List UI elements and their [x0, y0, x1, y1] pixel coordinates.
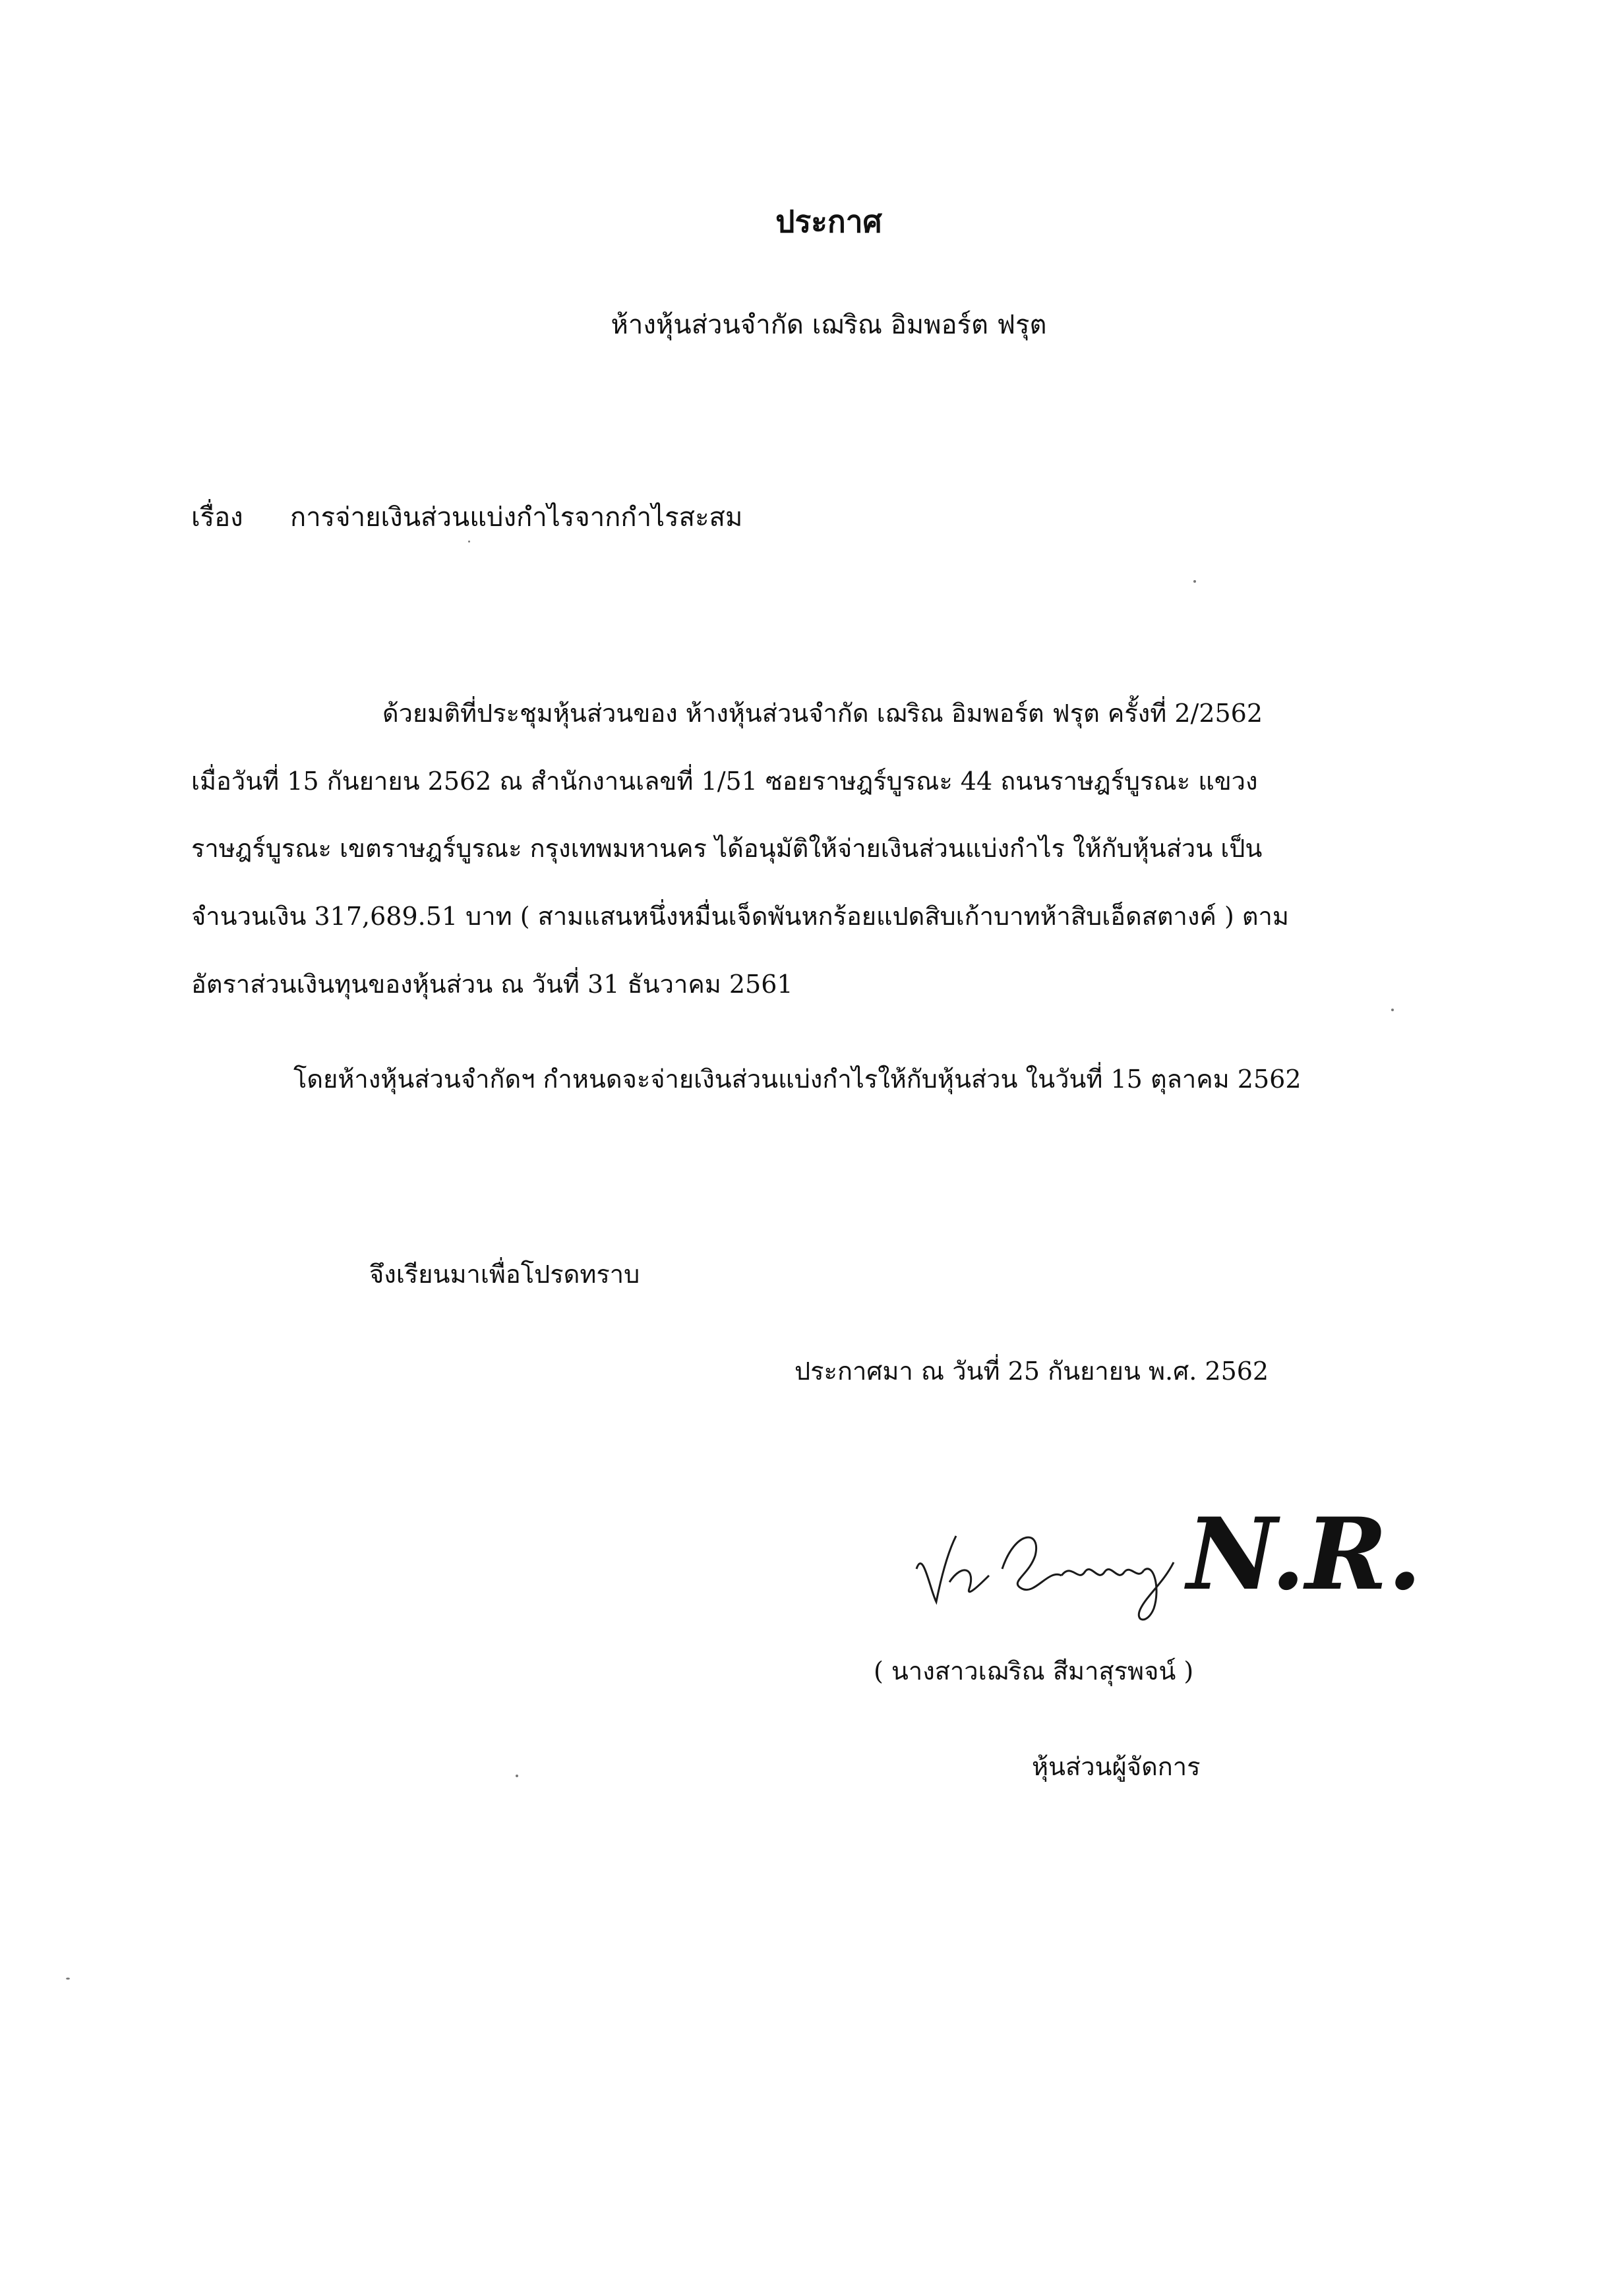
body-line-3: ราษฎร์บูรณะ เขตราษฎร์บูรณะ กรุงเทพมหานคร ได้อนุมัติให้จ่ายเงินส่วนแบ่งกำไร ให้กับหุ้นส่วน เป็น	[191, 834, 1263, 863]
subject-text: การจ่ายเงินส่วนแบ่งกำไรจากกำไรสะสม	[290, 502, 743, 533]
closing-line: จึงเรียนมาเพื่อโปรดทราบ	[369, 1260, 640, 1289]
body-line-1: ด้วยมติที่ประชุมหุ้นส่วนของ ห้างหุ้นส่วนจำกัด เฌริณ อิมพอร์ต ฟรุต ครั้งที่ 2/2562	[382, 699, 1263, 728]
body-line-5: อัตราส่วนเงินทุนของหุ้นส่วน ณ วันที่ 31 ธันวาคม 2561	[191, 970, 793, 999]
body-line-2: เมื่อวันที่ 15 กันยายน 2562 ณ สำนักงานเลขที่ 1/51 ซอยราษฎร์บูรณะ 44 ถนนราษฎร์บูรณะ แขวง	[191, 767, 1258, 796]
announce-date: ประกาศมา ณ วันที่ 25 กันยายน พ.ศ. 2562	[794, 1357, 1269, 1386]
signature-stroke	[1062, 1570, 1144, 1575]
signature-stroke	[1002, 1537, 1062, 1589]
signature-stroke	[916, 1536, 956, 1602]
scan-speck	[66, 1978, 70, 1980]
signer-name: ( นางสาวเฌริณ สีมาสุรพจน์ )	[874, 1657, 1194, 1686]
subject-label: เรื่อง	[191, 502, 243, 533]
signature-stroke	[949, 1570, 989, 1592]
signature-initials: N.R.	[1187, 1496, 1422, 1612]
signature-image	[903, 1490, 1457, 1635]
body-line-4: จำนวนเงิน 317,689.51 บาท ( สามแสนหนึ่งหมื่นเจ็ดพันหกร้อยแปดสิบเก้าบาทห้าสิบเอ็ดสตางค์ ) ตาม	[191, 902, 1289, 931]
signer-title: หุ้นส่วนผู้จัดการ	[1032, 1752, 1201, 1781]
document-title: ประกาศ	[775, 204, 882, 239]
scan-speck	[1193, 580, 1196, 583]
scan-speck	[1391, 1009, 1394, 1011]
company-name: ห้างหุ้นส่วนจำกัด เฌริณ อิมพอร์ต ฟรุต	[611, 310, 1047, 340]
scan-speck	[516, 1775, 518, 1777]
payment-line: โดยห้างหุ้นส่วนจำกัดฯ กำหนดจะจ่ายเงินส่วนแบ่งกำไรให้กับหุ้นส่วน ในวันที่ 15 ตุลาคม 2562	[293, 1065, 1302, 1094]
scan-speck	[468, 541, 470, 543]
